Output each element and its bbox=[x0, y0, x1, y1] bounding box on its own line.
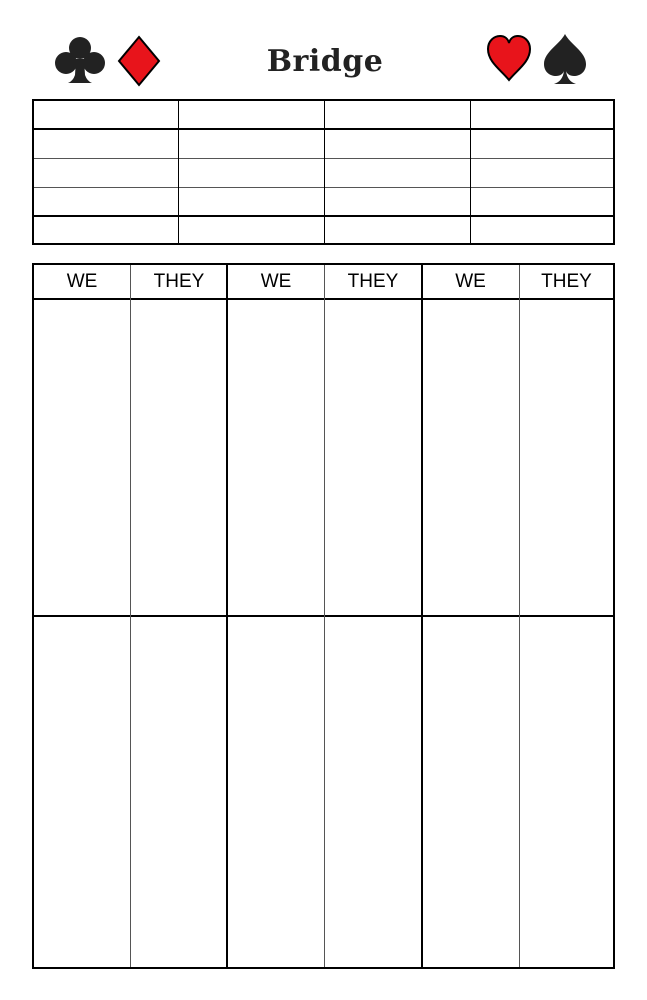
column-header-we: WE bbox=[66, 271, 98, 292]
score-cell-below-they-1[interactable] bbox=[131, 617, 226, 967]
column-header-they: THEY bbox=[347, 271, 399, 292]
heart-icon bbox=[486, 34, 532, 82]
score-sheet bbox=[32, 263, 615, 969]
table-row bbox=[34, 188, 613, 215]
table-row bbox=[34, 130, 613, 158]
score-cell-below-we-1[interactable] bbox=[34, 617, 130, 967]
score-cell-above-they-1[interactable] bbox=[131, 300, 226, 615]
table-cell[interactable] bbox=[471, 101, 613, 128]
score-cell-above-we-3[interactable] bbox=[423, 300, 519, 615]
score-cell-above-they-2[interactable] bbox=[325, 300, 421, 615]
score-cell-above-we-1[interactable] bbox=[34, 300, 130, 615]
spade-icon bbox=[540, 32, 590, 86]
score-cell-below-they-3[interactable] bbox=[520, 617, 613, 967]
club-icon bbox=[54, 35, 106, 85]
column-header-we: WE bbox=[260, 271, 292, 292]
column-header-they: THEY bbox=[153, 271, 205, 292]
table-cell[interactable] bbox=[471, 130, 613, 158]
table-row bbox=[34, 101, 613, 128]
column-header-we: WE bbox=[455, 271, 486, 292]
score-cell-below-we-3[interactable] bbox=[423, 617, 519, 967]
table-cell[interactable] bbox=[325, 188, 470, 215]
table-cell[interactable] bbox=[179, 159, 324, 187]
table-cell[interactable] bbox=[34, 130, 178, 158]
table-cell[interactable] bbox=[325, 130, 470, 158]
table-cell[interactable] bbox=[179, 101, 324, 128]
score-cell-above-we-2[interactable] bbox=[228, 300, 324, 615]
table-cell[interactable] bbox=[34, 217, 178, 243]
table-cell[interactable] bbox=[325, 217, 470, 243]
table-cell[interactable] bbox=[34, 101, 178, 128]
table-cell[interactable] bbox=[471, 217, 613, 243]
table-cell[interactable] bbox=[179, 130, 324, 158]
table-row bbox=[34, 159, 613, 187]
column-header-they: THEY bbox=[541, 271, 592, 292]
table-cell[interactable] bbox=[179, 217, 324, 243]
table-cell[interactable] bbox=[325, 101, 470, 128]
table-cell[interactable] bbox=[471, 159, 613, 187]
diamond-icon bbox=[117, 35, 161, 87]
table-cell[interactable] bbox=[179, 188, 324, 215]
page-title: Bridge bbox=[266, 44, 384, 79]
summary-table bbox=[32, 99, 615, 245]
table-cell[interactable] bbox=[471, 188, 613, 215]
table-cell[interactable] bbox=[325, 159, 470, 187]
table-cell[interactable] bbox=[34, 188, 178, 215]
table-cell[interactable] bbox=[34, 159, 178, 187]
score-cell-below-we-2[interactable] bbox=[228, 617, 324, 967]
score-cell-below-they-2[interactable] bbox=[325, 617, 421, 967]
score-cell-above-they-3[interactable] bbox=[520, 300, 613, 615]
table-row bbox=[34, 217, 613, 243]
